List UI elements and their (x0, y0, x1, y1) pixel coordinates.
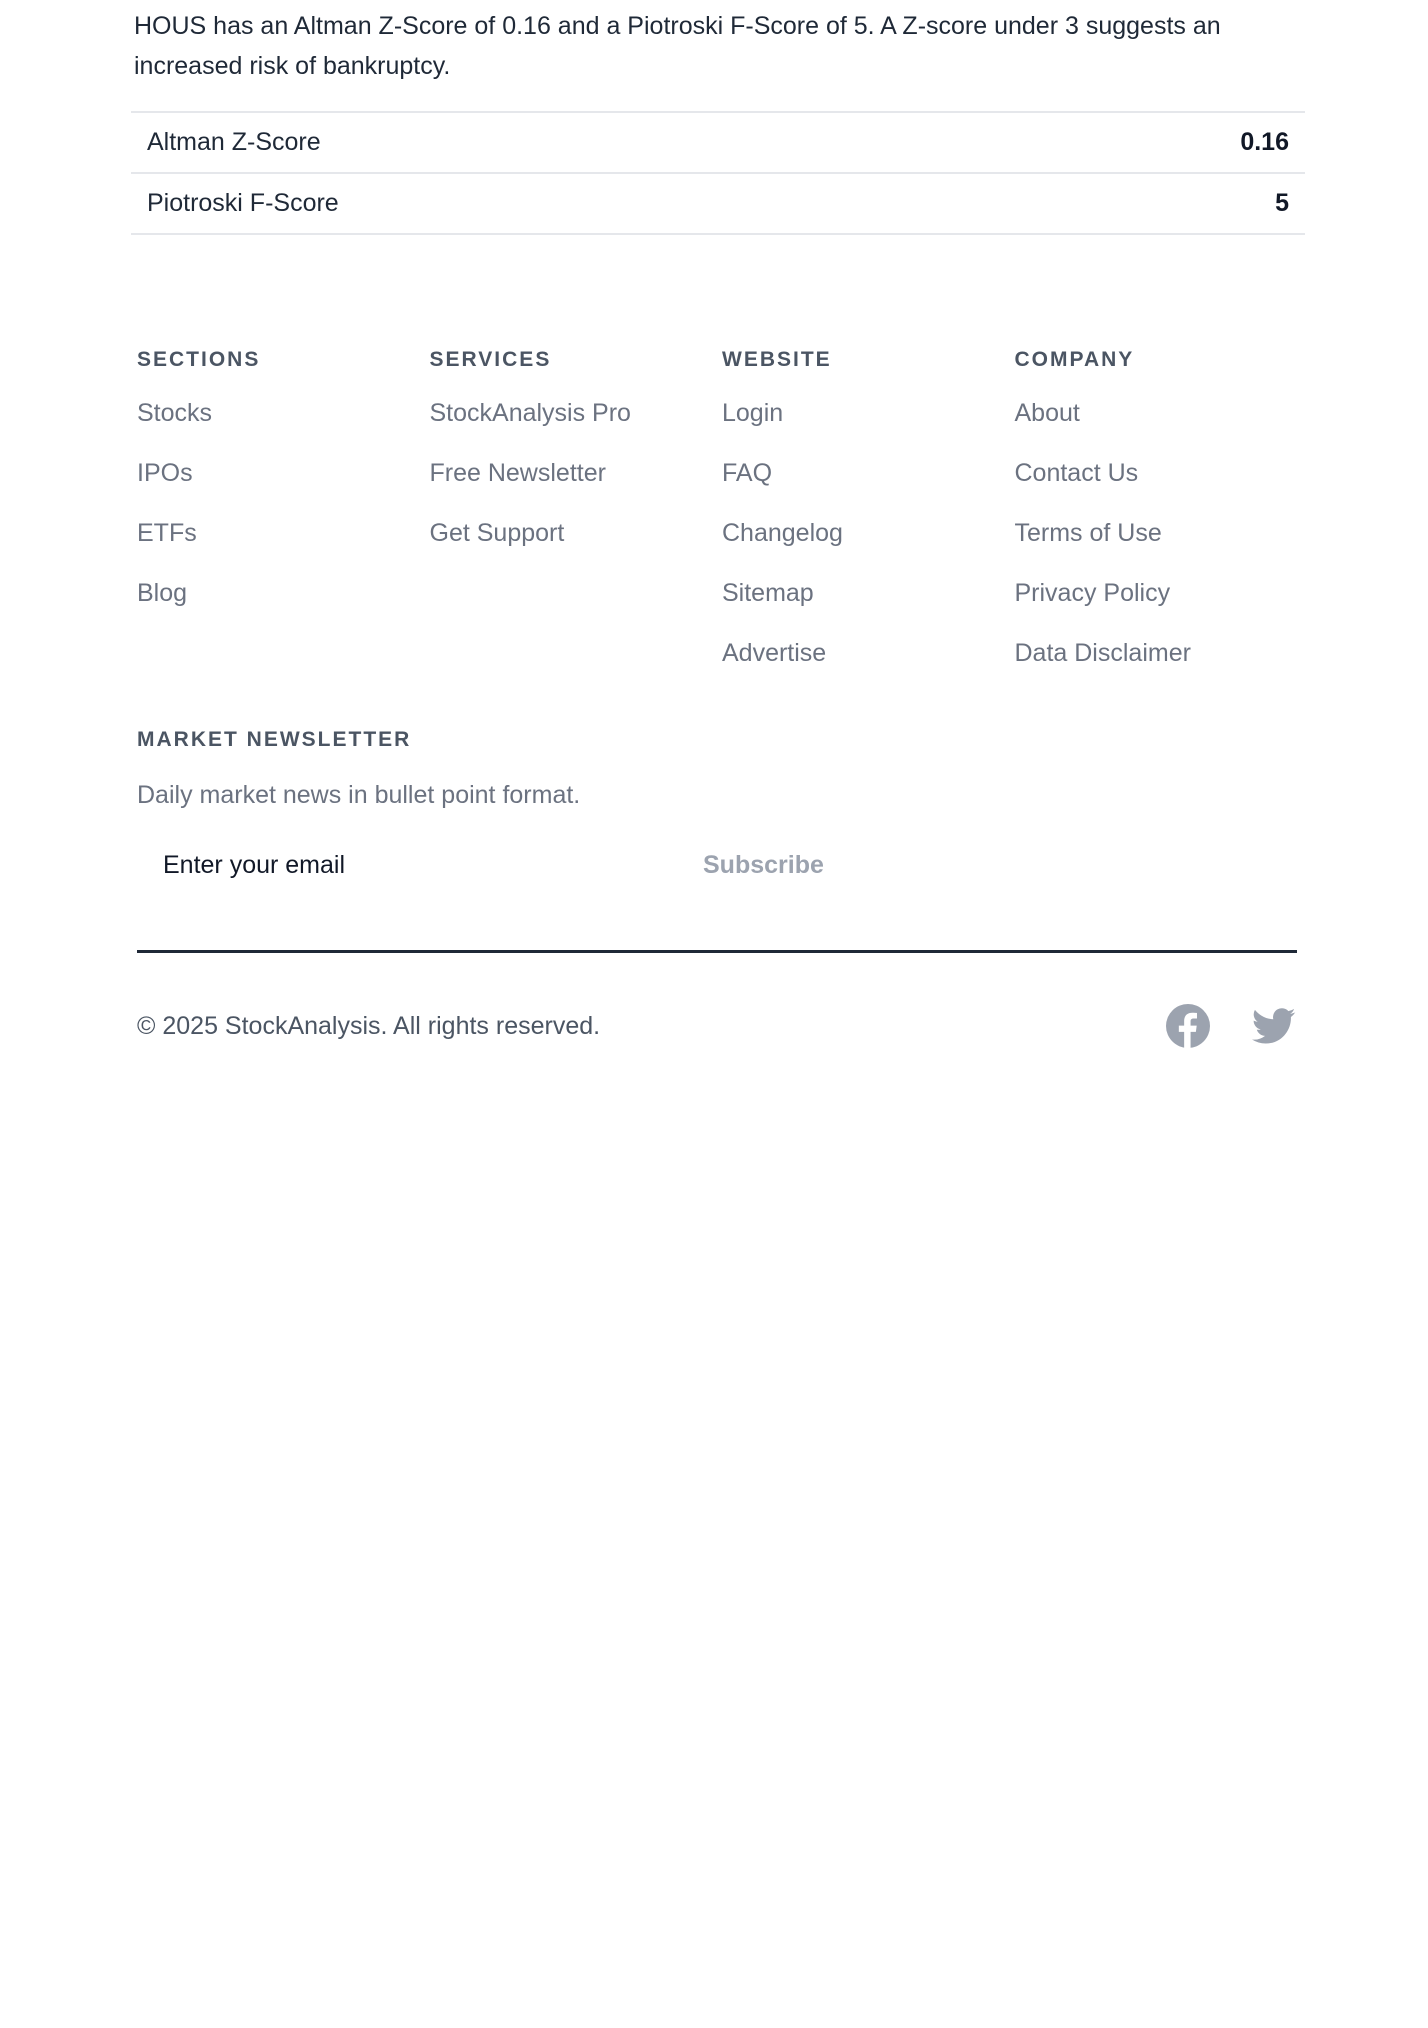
footer-link-terms-of-use[interactable]: Terms of Use (1014, 519, 1162, 547)
newsletter-form (137, 840, 1297, 890)
footer-column-website (722, 344, 1015, 694)
copyright-text: © 2025 StockAnalysis. All rights reserved. (137, 1012, 601, 1040)
score-label: Piotroski F-Score (147, 189, 339, 217)
footer-column-services (430, 344, 723, 694)
column-heading: COMPANY (1014, 348, 1135, 371)
subscribe-button[interactable]: Subscribe (703, 850, 824, 879)
social-links (1166, 1004, 1296, 1048)
footer-link-changelog[interactable]: Changelog (722, 519, 843, 547)
score-table (131, 111, 1305, 235)
newsletter-heading: MARKET NEWSLETTER (137, 728, 412, 751)
column-heading: SECTIONS (137, 348, 261, 371)
newsletter-section (137, 724, 1297, 890)
footer-columns (137, 344, 1307, 694)
score-summary: HOUS has an Altman Z-Score of 0.16 and a Piotroski F-Score of 5. A Z-score under 3 suggests an increased risk of bankruptcy. (134, 12, 1221, 80)
footer-link-stockanalysis-pro[interactable]: StockAnalysis Pro (429, 399, 631, 427)
score-value: 5 (1275, 189, 1289, 217)
twitter-icon (1252, 1004, 1296, 1048)
newsletter-description: Daily market news in bullet point format. (137, 781, 581, 809)
score-label: Altman Z-Score (147, 128, 321, 156)
footer-link-free-newsletter[interactable]: Free Newsletter (429, 459, 606, 487)
footer-column-company (1015, 344, 1308, 694)
footer-link-ipos[interactable]: IPOs (137, 459, 193, 487)
footer-link-stocks[interactable]: Stocks (137, 399, 213, 427)
footer-divider (137, 950, 1297, 953)
column-heading: WEBSITE (722, 348, 832, 371)
footer-link-login[interactable]: Login (722, 399, 784, 427)
footer-link-privacy-policy[interactable]: Privacy Policy (1014, 579, 1171, 607)
footer-link-advertise[interactable]: Advertise (722, 639, 827, 667)
email-input[interactable] (137, 840, 699, 890)
footer-link-get-support[interactable]: Get Support (429, 519, 565, 547)
table-row (131, 174, 1305, 235)
facebook-icon (1166, 1004, 1210, 1048)
twitter-link[interactable] (1252, 1004, 1296, 1048)
footer-link-etfs[interactable]: ETFs (137, 519, 197, 547)
table-row (131, 113, 1305, 174)
footer-link-blog[interactable]: Blog (137, 579, 188, 607)
footer-link-contact-us[interactable]: Contact Us (1014, 459, 1139, 487)
footer-link-data-disclaimer[interactable]: Data Disclaimer (1014, 639, 1191, 667)
footer-link-faq[interactable]: FAQ (722, 459, 773, 487)
score-value: 0.16 (1240, 128, 1289, 156)
footer-link-sitemap[interactable]: Sitemap (722, 579, 814, 607)
footer-link-about[interactable]: About (1014, 399, 1080, 427)
column-heading: SERVICES (429, 348, 552, 371)
footer-column-sections (137, 344, 430, 694)
facebook-link[interactable] (1166, 1004, 1210, 1048)
